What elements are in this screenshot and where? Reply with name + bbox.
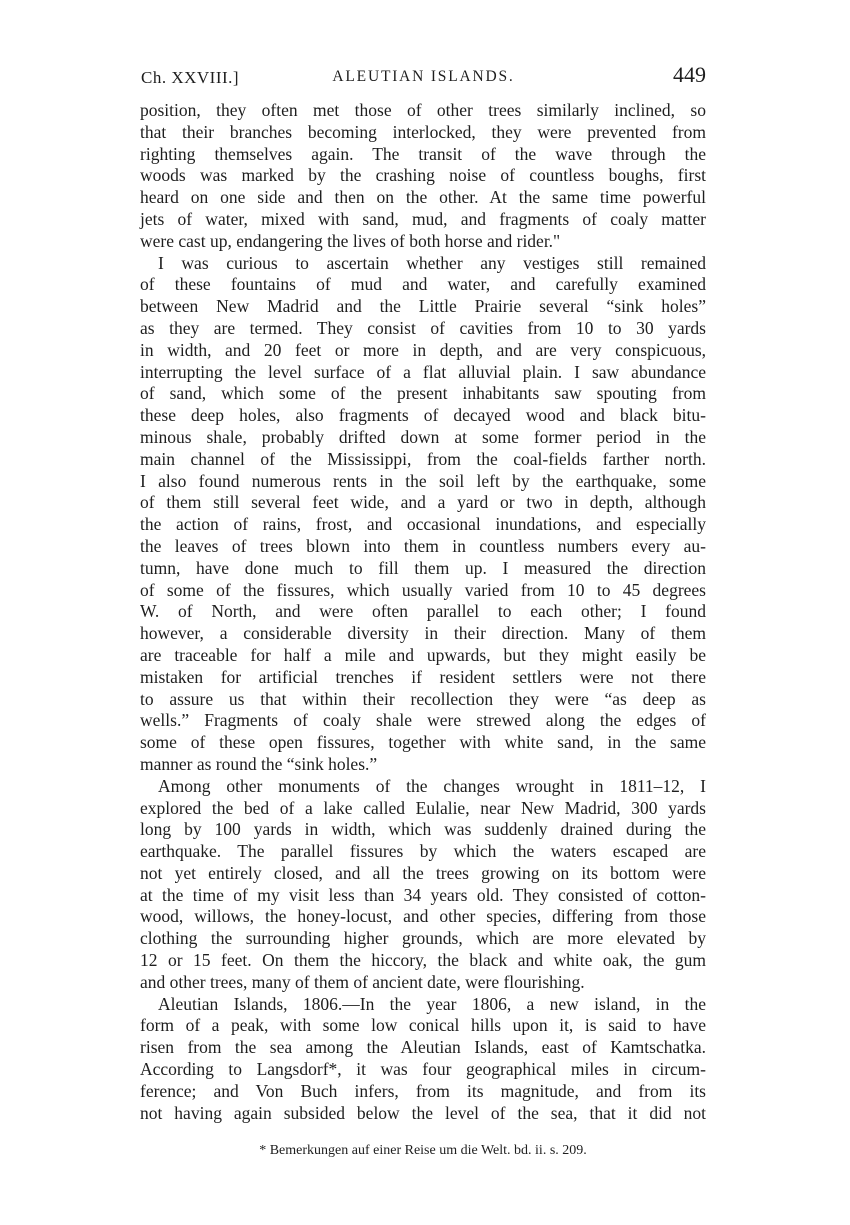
text-line: form of a peak, with some low conical hills upon it, is said to have [140, 1015, 706, 1036]
text-line: position, they often met those of other trees similarly inclined, so [140, 100, 706, 120]
text-line: woods was marked by the crashing noise of countless boughs, first [140, 165, 706, 186]
text-line: long by 100 yards in width, which was suddenly drained during the [140, 819, 706, 840]
running-head-title: ALEUTIAN ISLANDS. [332, 68, 515, 85]
text-line: between New Madrid and the Little Prairie several “sink holes” [140, 296, 706, 317]
text-line: I was curious to ascertain whether any vestiges still remained [158, 252, 706, 273]
text-line: in width, and 20 feet or more in depth, and are very conspicuous, [140, 339, 706, 360]
text-line: clothing the surrounding higher grounds, which are more elevated by [140, 928, 706, 949]
text-line: explored the bed of a lake called Eulalie, near New Madrid, 300 yards [140, 797, 706, 818]
text-line: tumn, have done much to fill them up. I measured the direction [140, 557, 706, 578]
text-line: ference; and Von Buch infers, from its magnitude, and from its [140, 1080, 706, 1101]
text-line: were cast up, endangering the lives of both horse and rider." [140, 230, 561, 251]
text-line: at the time of my visit less than 34 years old. They consisted of cotton- [140, 884, 706, 905]
text-line: mistaken for artificial trenches if resident settlers were not there [140, 666, 706, 687]
text-line: not yet entirely closed, and all the trees growing on its bottom were [140, 862, 706, 883]
text-line: are traceable for half a mile and upwards, but they might easily be [140, 644, 706, 665]
text-line: W. of North, and were often parallel to each other; I found [140, 601, 706, 622]
text-line: wood, willows, the honey-locust, and other species, differing from those [140, 906, 706, 927]
text-line: main channel of the Mississippi, from the coal-fields farther north. [140, 448, 706, 469]
text-line: of sand, which some of the present inhabitants saw spouting from [140, 383, 706, 404]
text-line: jets of water, mixed with sand, mud, and fragments of coaly matter [140, 208, 706, 229]
text-line: that their branches becoming interlocked, they were prevented from [140, 121, 706, 142]
text-line: interrupting the level surface of a flat alluvial plain. I saw abundance [140, 361, 706, 382]
text-line: manner as round the “sink holes.” [140, 753, 378, 774]
text-line: of them still several feet wide, and a yard or two in depth, although [140, 492, 706, 513]
page-header [141, 62, 706, 92]
text-line: wells.” Fragments of coaly shale were strewed along the edges of [140, 710, 706, 731]
text-line: as they are termed. They consist of cavities from 10 to 30 yards [140, 317, 706, 338]
text-line: however, a considerable diversity in their direction. Many of them [140, 623, 706, 644]
text-line: these deep holes, also fragments of decayed wood and black bitu- [140, 405, 706, 426]
text-line: 12 or 15 feet. On them the hiccory, the black and white oak, the gum [140, 950, 706, 971]
text-line: heard on one side and then on the other. At the same time powerful [140, 187, 706, 208]
text-line: the action of rains, frost, and occasional inundations, and especially [140, 514, 706, 535]
body-text [140, 100, 706, 1124]
text-line: of these fountains of mud and water, and carefully examined [140, 274, 706, 295]
text-line: to assure us that within their recollection they were “as deep as [140, 688, 706, 709]
text-line: of some of the fissures, which usually varied from 10 to 45 degrees [140, 579, 706, 600]
text-line: risen from the sea among the Aleutian Islands, east of Kamtschatka. [140, 1037, 706, 1058]
footnote: * Bemerkungen auf einer Reise um die Welt. bd. ii. s. 209. [259, 1143, 587, 1158]
text-line: righting themselves again. The transit of the wave through the [140, 143, 706, 164]
text-line: According to Langsdorf*, it was four geographical miles in circum- [140, 1059, 706, 1080]
text-line: Aleutian Islands, 1806.—In the year 1806, a new island, in the [158, 993, 706, 1014]
text-line: earthquake. The parallel fissures by which the waters escaped are [140, 841, 706, 862]
text-line: I also found numerous rents in the soil left by the earthquake, some [140, 470, 706, 491]
text-line: the leaves of trees blown into them in countless numbers every au- [140, 535, 706, 556]
text-line: some of these open fissures, together with white sand, in the same [140, 732, 706, 753]
text-line: Among other monuments of the changes wrought in 1811–12, I [158, 775, 706, 796]
text-line: not having again subsided below the level of the sea, that it did not [140, 1102, 706, 1123]
text-line: and other trees, many of them of ancient date, were flourishing. [140, 971, 585, 992]
running-head-chapter: Ch. XXVIII.] [141, 68, 240, 87]
text-line: minous shale, probably drifted down at some former period in the [140, 426, 706, 447]
page-number: 449 [673, 62, 706, 87]
